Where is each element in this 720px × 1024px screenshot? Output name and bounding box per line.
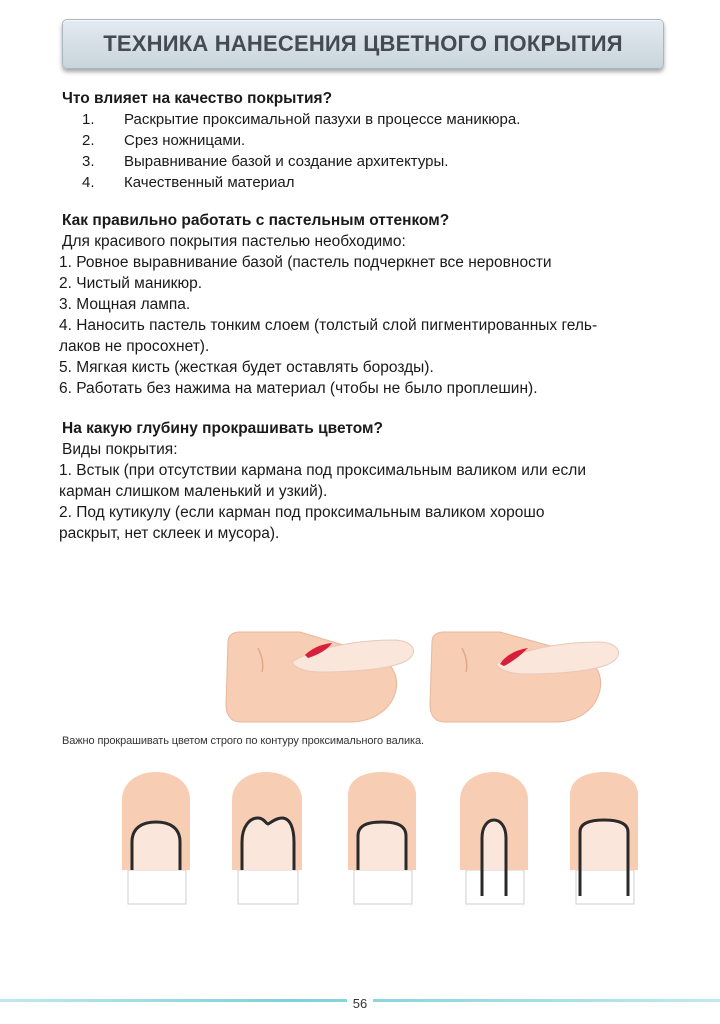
list-item: 1. Раскрытие проксимальной пазухи в процессе маникюра.: [82, 111, 521, 128]
text-line: лаков не просохнет).: [59, 338, 210, 355]
text-line: карман слишком маленький и узкий).: [59, 483, 328, 500]
text-line: раскрыт, нет склеек и мусора).: [59, 525, 280, 542]
text-line: Для красивого покрытия пастелью необходимо:: [62, 233, 406, 250]
text-line: 3. Мощная лампа.: [59, 296, 191, 313]
text-line: 4. Наносить пастель тонким слоем (толстый слой пигментированных гель-: [59, 317, 598, 334]
section-depth-heading: На какую глубину прокрашивать цветом?: [62, 420, 383, 437]
text-line: 6. Работать без нажима на материал (чтобы не было проплешин).: [59, 380, 538, 397]
text-line: 1. Встык (при отсутствии кармана под проксимальным валиком или если: [59, 462, 586, 479]
text-line: 5. Мягкая кисть (жесткая будет оставлять борозды).: [59, 359, 434, 376]
section-pastel-heading: Как правильно работать с пастельным оттенком?: [62, 212, 450, 229]
page-number: 56: [0, 996, 720, 1011]
nail-top-view-4: [460, 772, 528, 904]
text-line: 2. Чистый маникюр.: [59, 275, 203, 292]
page-title: ТЕХНИКА НАНЕСЕНИЯ ЦВЕТНОГО ПОКРЫТИЯ: [103, 31, 623, 56]
finger-side-view-1: [226, 632, 414, 722]
nail-top-view-2: [232, 772, 302, 904]
nail-top-view-5: [570, 772, 638, 904]
text-line: 2. Под кутикулу (если карман под проксимальным валиком хорошо: [59, 504, 545, 521]
list-item: 2. Срез ножницами.: [82, 132, 246, 149]
section-quality-heading: Что влияет на качество покрытия?: [62, 90, 333, 107]
list-item: 3. Выравнивание базой и создание архитектуры.: [82, 153, 449, 170]
nail-top-view-1: [122, 772, 190, 904]
text-line: Виды покрытия:: [62, 441, 178, 458]
finger-side-view-2: [430, 632, 619, 722]
list-item: 4. Качественный материал: [82, 174, 295, 191]
text-line: 1. Ровное выравнивание базой (пастель подчеркнет все неровности: [59, 254, 552, 271]
nail-top-view-3: [348, 772, 416, 904]
illustration-caption: Важно прокрашивать цветом строго по контуру проксимального валика.: [62, 735, 424, 747]
